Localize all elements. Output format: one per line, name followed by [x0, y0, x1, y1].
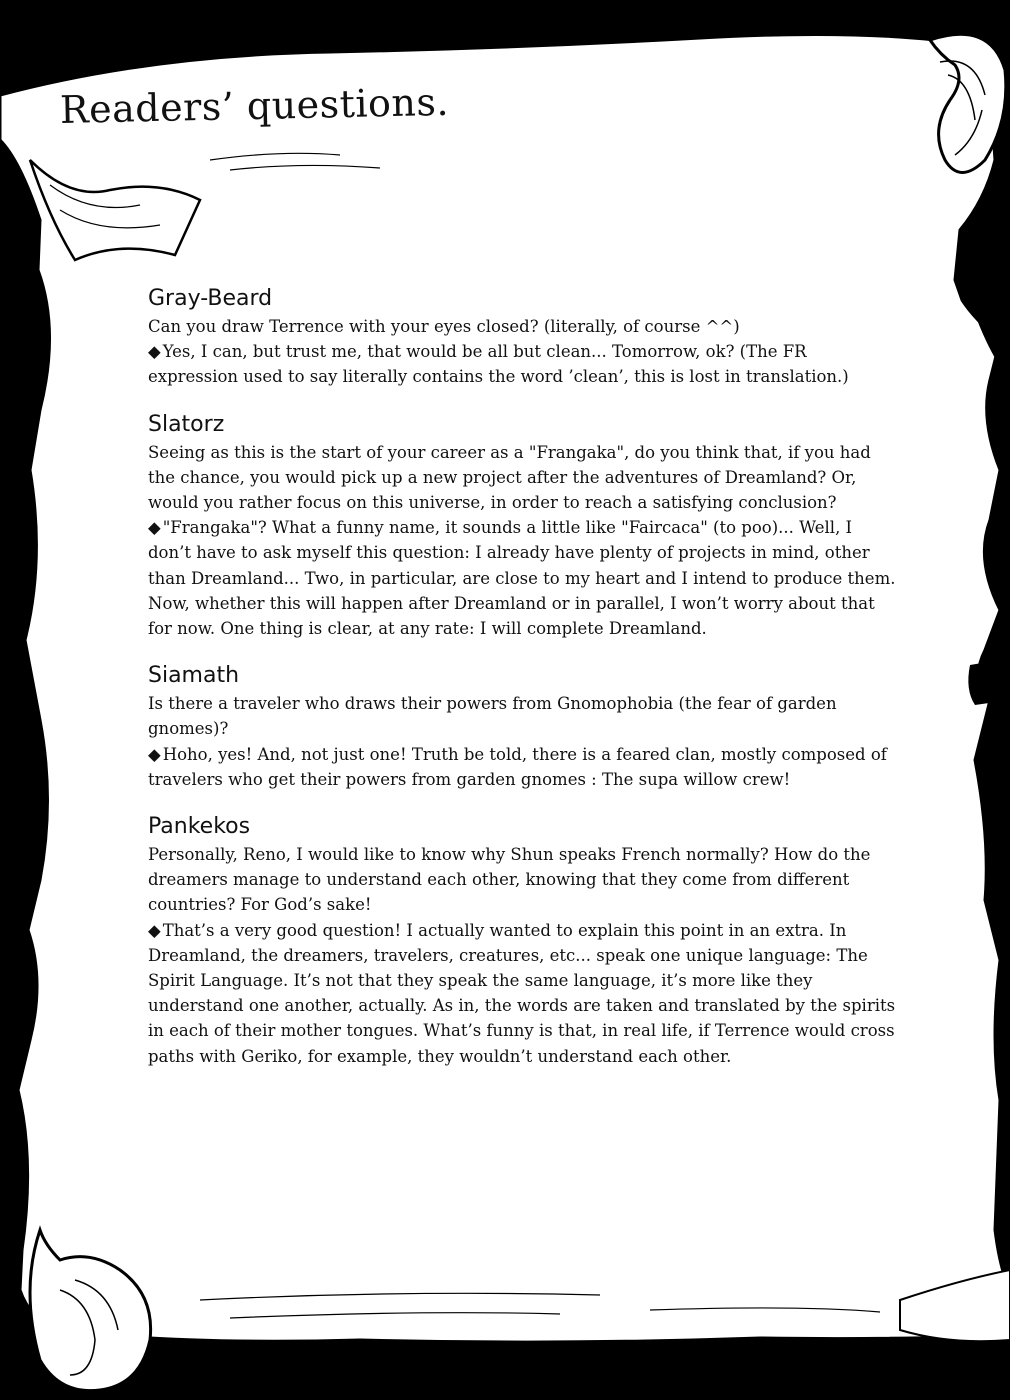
diamond-bullet-icon: ◆ — [148, 342, 161, 362]
question-text: Is there a traveler who draws their powers from Gnomophobia (the fear of garden gnomes)? — [148, 694, 837, 739]
qa-entry-slatorz — [148, 410, 898, 642]
qa-entry-pankekos — [148, 812, 898, 1069]
answer-paragraph — [148, 515, 898, 641]
diamond-bullet-icon: ◆ — [148, 518, 161, 538]
question-text: Personally, Reno, I would like to know why Shun speaks French normally? How do the dreamers manage to understand each other, knowing that they come from different countries? For God’s sake! — [148, 845, 871, 915]
asker-name: Gray-Beard — [148, 286, 273, 311]
diamond-bullet-icon: ◆ — [148, 920, 161, 940]
asker-name: Pankekos — [148, 814, 251, 840]
answer-paragraph — [148, 918, 898, 1069]
asker-name: Siamath — [148, 663, 240, 689]
answer-paragraph — [148, 742, 898, 792]
answer-paragraph — [148, 339, 898, 389]
page-title: Readers’ questions. — [59, 79, 450, 132]
question-text: Seeing as this is the start of your career as a "Frangaka", do you think that, if you had the chance, you would pick up a new project after the adventures of Dreamland? Or, would you rather focus on this universe, in order to reach a satisfying conclusion? — [148, 442, 871, 513]
asker-name: Slatorz — [148, 411, 225, 437]
diamond-bullet-icon: ◆ — [148, 744, 161, 764]
answer-text: Hoho, yes! And, not just one! Truth be told, there is a feared clan, mostly composed of travelers who get their powers from garden gnomes : The supa willow crew! — [148, 744, 887, 789]
answer-text: That’s a very good question! I actually wanted to explain this point in an extra. In Dreamland, the dreamers, travelers, creatures, etc... speak one unique language: The Spirit Language. It’s not that they speak the same language, it’s more like they understand one another, actually. As in, the words are taken and translated by the spirits in each of their mother tongues. What’s funny is that, in real life, if Terrence would cross paths with Geriko, for example, they wouldn’t understand each other. — [148, 920, 896, 1066]
answer-text: Yes, I can, but trust me, that would be all but clean... Tomorrow, ok? (The FR expression used to say literally contains the word ’clean’, this is lost in translation.) — [148, 342, 849, 387]
qa-entry-siamath — [148, 661, 898, 792]
question-text: Can you draw Terrence with your eyes closed? (literally, of course ^^) — [148, 317, 740, 336]
answer-text: "Frangaka"? What a funny name, it sounds a little like "Faircaca" (to poo)... Well, I don’t have to ask myself this question: I already have plenty of projects in mind, other than Dreamland... Two, in particular, are close to my heart and I intend to produce them. Now, whether this will happen after Dreamland or in parallel, I won’t worry about that for now. One thing is clear, at any rate: I will complete Dreamland. — [148, 518, 896, 639]
qa-entry-gray-beard — [148, 284, 898, 390]
qa-list — [148, 284, 898, 1089]
